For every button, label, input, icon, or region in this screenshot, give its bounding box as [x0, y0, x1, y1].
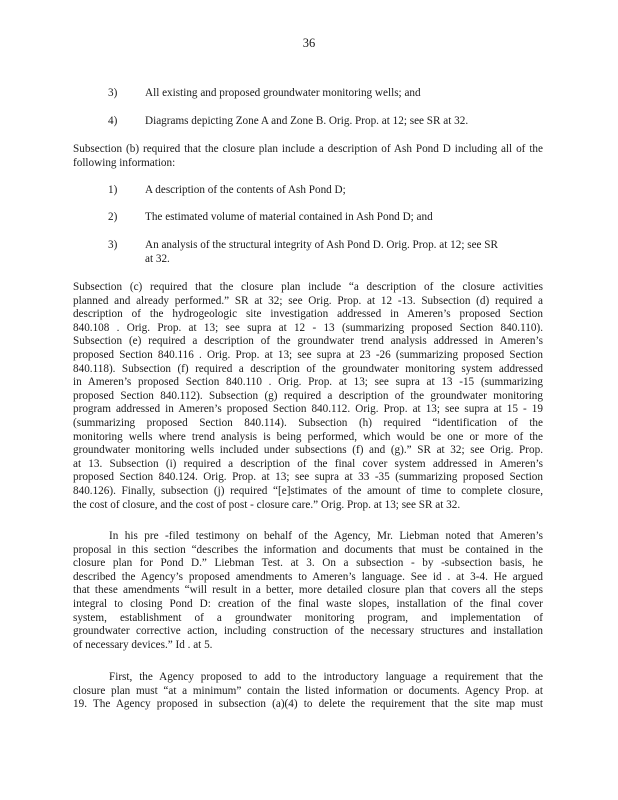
text-line: 840.118). Subsection (f) required a description of the groundwater monitoring system addressed: [73, 362, 543, 375]
list-item-number: 1): [108, 184, 118, 196]
text-line: the cost of closure, and the cost of post - closure care.” Orig. Prop. at 13; see SR at 32.: [73, 498, 461, 511]
text-line: 840.126). Finally, subsection (j) required “[e]stimates of the amount of time to complete closure,: [73, 484, 543, 497]
text-line: description of the hydrogeologic site investigation addressed in Ameren’s proposed Section: [73, 308, 543, 321]
text-line: 840.108 . Orig. Prop. at 13; see supra at 12 - 13 (summarizing proposed Section 840.110).: [73, 321, 543, 334]
list-item-number: 2): [108, 211, 118, 223]
text-line: First, the Agency proposed to add to the introductory language a requirement that the: [109, 671, 543, 683]
text-line: (summarizing proposed Section 840.114). Subsection (h) required “identification of the: [73, 416, 543, 429]
list-item-number: 3): [108, 239, 118, 251]
list-item-text: A description of the contents of Ash Pond D;: [145, 184, 346, 196]
text-line: closure plan must “at a minimum” contain the listed information or documents. Agency Prop. at: [73, 684, 543, 697]
text-line: proposed Section 840.124. Orig. Prop. at 13; see supra at 33 -35 (summarizing proposed Section: [73, 471, 543, 484]
text-line: planned and already performed.” SR at 32; see Orig. Prop. at 12 -13. Subsection (d) required a: [73, 294, 543, 307]
list-item-text: An analysis of the structural integrity of Ash Pond D. Orig. Prop. at 12; see SR at 32.: [145, 239, 498, 265]
text-line: 19. The Agency proposed in subsection (a)(4) to delete the requirement that the site map must: [73, 698, 543, 711]
page-number: 36: [302, 36, 316, 50]
text-line: in Ameren’s proposed Section 840.110 . Orig. Prop. at 13; see supra at 13 -15 (summarizing: [73, 376, 543, 389]
list-item-text: All existing and proposed groundwater monitoring wells; and: [145, 87, 421, 99]
text-line: closure plan for Pond D.” Liebman Test. at 3. On a subsection - by -subsection basis, he: [73, 557, 543, 570]
text-line: system, establishment of a groundwater monitoring program, and implementation of: [73, 611, 543, 624]
text-line: Subsection (e) required a description of the groundwater trend analysis addressed in Ameren’s: [73, 335, 543, 348]
list-item-text: Diagrams depicting Zone A and Zone B. Orig. Prop. at 12; see SR at 32.: [145, 115, 469, 127]
text-line: integral to closing Pond D: creation of the final waste slopes, installation of the final cover: [73, 597, 543, 610]
paragraph-text: Subsection (b) required that the closure plan include a description of Ash Pond D including all of the following information:: [73, 143, 543, 169]
text-line: program addressed in Ameren’s proposed Section 840.112. Orig. Prop. at 13; see supra at 15 - 19: [73, 403, 543, 416]
text-line: groundwater corrective action, including construction of the necessary structures and installation: [73, 625, 543, 638]
text-line: monitoring wells where trend analysis is being performed, which would be one or more of the: [73, 430, 543, 443]
list-item-number: 3): [108, 87, 118, 99]
text-line: at 13. Subsection (i) required a description of the final cover system addressed in Ameren’s: [73, 457, 543, 470]
text-line: In his pre -filed testimony on behalf of the Agency, Mr. Liebman noted that Ameren’s: [109, 530, 543, 542]
text-line: that these amendments “will result in a better, more detailed closure plan that covers all the steps: [73, 584, 543, 597]
text-line: described the Agency’s proposed amendments to Ameren’s language. See id . at 3-4. He argued: [73, 570, 543, 583]
text-line: proposed Section 840.112). Subsection (g) required a description of the groundwater monitoring: [73, 389, 543, 402]
text-line: proposed Section 840.116 . Orig. Prop. at 13; see supra at 23 -26 (summarizing proposed Section: [73, 348, 543, 361]
text-line: of necessary devices.” Id . at 5.: [73, 638, 213, 651]
text-line: groundwater monitoring wells included under subsections (f) and (g).” SR at 32; see Orig. Prop.: [73, 444, 543, 457]
text-line: Subsection (c) required that the closure plan include “a description of the closure activities: [73, 281, 543, 293]
list-item-text: The estimated volume of material contained in Ash Pond D; and: [145, 211, 433, 223]
list-item-number: 4): [108, 115, 118, 127]
paragraph-subsections-c-j: [73, 281, 543, 512]
paragraph-agency-proposal: [73, 671, 543, 712]
text-line: proposal in this section “describes the information and documents that must be contained in the: [73, 543, 543, 556]
paragraph-testimony: [73, 530, 543, 652]
paragraph-subsection-b: [73, 143, 543, 170]
